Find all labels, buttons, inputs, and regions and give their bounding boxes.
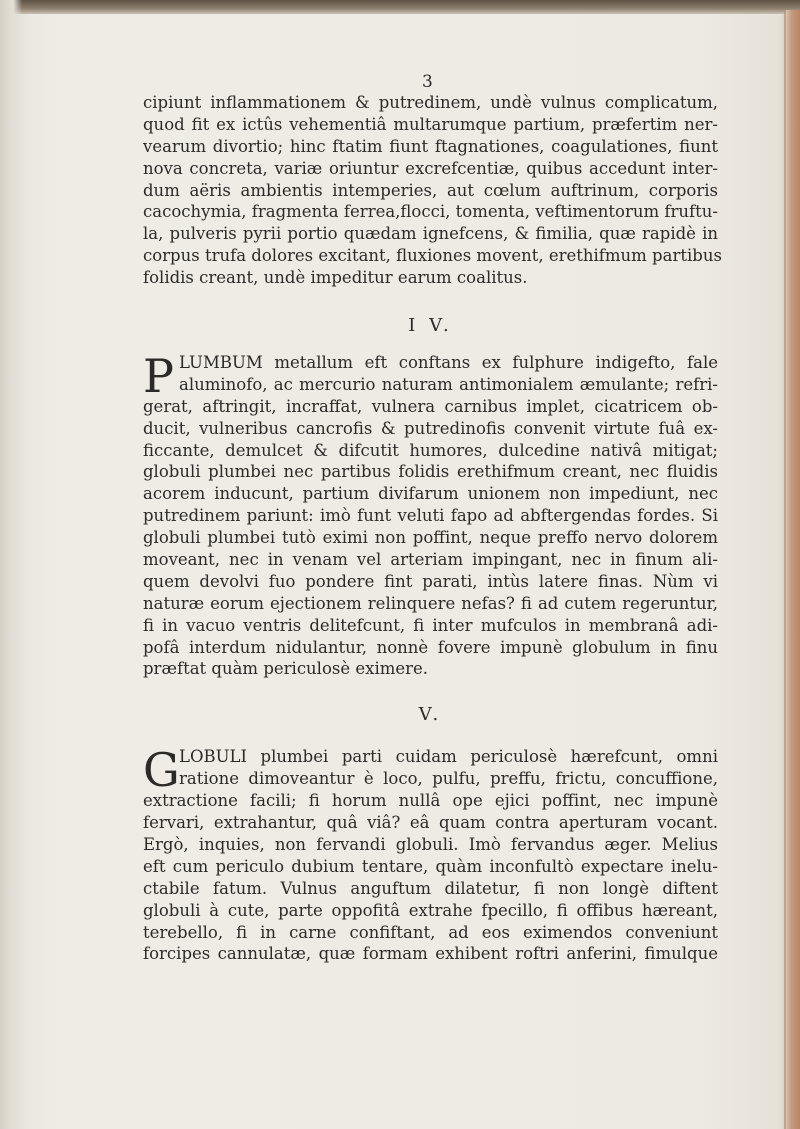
- drop-cap-letter: P: [143, 349, 174, 404]
- text-line: præftat quàm periculosè eximere.: [143, 659, 429, 679]
- section-5-paragraph: [143, 743, 718, 965]
- text-line: forcipes cannulatæ, quæ formam exhibent roftri anferini, fimulque: [143, 944, 718, 964]
- section-4-heading: I V.: [408, 315, 453, 337]
- section-5-heading: V.: [418, 704, 443, 726]
- page-left-edge: [0, 0, 22, 1129]
- text-line: fervari, extrahantur, quâ viâ? eâ quam contra aperturam vocant.: [143, 813, 718, 833]
- text-line: naturæ eorum ejectionem relinquere nefas? fi ad cutem regeruntur,: [143, 593, 718, 613]
- text-line: ficcante, demulcet & difcutit humores, dulcedine nativâ mitigat;: [143, 440, 718, 460]
- text-line: eft cum periculo dubium tentare, quàm inconfultò expectare inelu-: [143, 856, 718, 876]
- text-line: ctabile fatum. Vulnus anguftum dilatetur, fi non longè diftent: [143, 878, 718, 898]
- text-line: moveant, nec in venam vel arteriam impingant, nec in finum ali-: [143, 550, 718, 570]
- text-line: globuli plumbei nec partibus folidis erethifmum creant, nec fluidis: [143, 462, 718, 482]
- page-top-edge: [0, 0, 800, 14]
- text-line: ducit, vulneribus cancrofis & putredinofis convenit virtute fuâ ex-: [143, 418, 718, 438]
- text-line: globuli plumbei tutò eximi non poffint, neque preffo nervo dolorem: [143, 528, 718, 548]
- page-text: [143, 92, 722, 965]
- page-number: 3: [422, 72, 433, 92]
- text-line: fi in vacuo ventris delitefcunt, fi inter mufculos in membranâ adi-: [143, 615, 718, 635]
- text-line: dum aëris ambientis intemperies, aut cœlum auftrinum, corporis: [143, 180, 718, 200]
- text-line: LOBULI plumbei parti cuidam periculosè hærefcunt, omni: [179, 747, 718, 767]
- text-line: Ergò, inquies, non fervandi globuli. Imò fervandus æger. Melius: [143, 834, 718, 854]
- text-line: acorem inducunt, partium divifarum unionem non impediunt, nec: [143, 484, 718, 504]
- text-line: vearum divortio; hinc ftatim fiunt ftagnationes, coagulationes, fiunt: [143, 136, 718, 156]
- text-line: LUMBUM metallum eft conftans ex fulphure indigefto, fale: [179, 353, 718, 373]
- text-line: cacochymia, fragmenta ferrea,flocci, tomenta, veftimentorum fruftu-: [143, 202, 718, 222]
- section-3-continuation: [143, 92, 722, 289]
- text-line: cipiunt inflammationem & putredinem, undè vulnus complicatum,: [143, 93, 718, 112]
- text-line: folidis creant, undè impeditur earum coalitus.: [143, 268, 528, 288]
- text-line: ratione dimoveantur è loco, pulfu, preffu, frictu, concuffione,: [179, 769, 718, 789]
- page-binding-edge: [786, 10, 800, 1129]
- text-line: putredinem pariunt: imò funt veluti fapo ad abftergendas fordes. Si: [143, 506, 718, 526]
- text-line: extractione facili; fi horum nullâ ope ejici poffint, nec impunè: [143, 791, 718, 811]
- section-4-paragraph: [143, 349, 718, 680]
- text-line: nova concreta, variæ oriuntur excrefcentiæ, quibus accedunt inter-: [143, 158, 718, 178]
- text-line: quod fit ex ictûs vehementiâ multarumque partium, præfertim ner-: [143, 114, 718, 134]
- text-line: terebello, fi in carne confiftant, ad eos eximendos conveniunt: [143, 922, 718, 942]
- text-line: gerat, aftringit, incraffat, vulnera carnibus implet, cicatricem ob-: [143, 396, 718, 416]
- text-line: pofâ interdum nidulantur, nonnè fovere impunè globulum in finu: [143, 637, 718, 657]
- text-line: corpus trufa dolores excitant, fluxiones movent, erethifmum partibus: [143, 246, 722, 266]
- text-line: aluminofo, ac mercurio naturam antimonialem æmulante; refri-: [179, 374, 718, 394]
- text-line: la, pulveris pyrii portio quædam ignefcens, & fimilia, quæ rapidè in: [143, 224, 718, 244]
- text-line: globuli à cute, parte oppofitâ extrahe fpecillo, fi offibus hæreant,: [143, 900, 718, 920]
- drop-cap-letter: G: [143, 743, 180, 798]
- text-line: quem devolvi fuo pondere fint parati, intùs latere finas. Nùm vi: [143, 571, 718, 591]
